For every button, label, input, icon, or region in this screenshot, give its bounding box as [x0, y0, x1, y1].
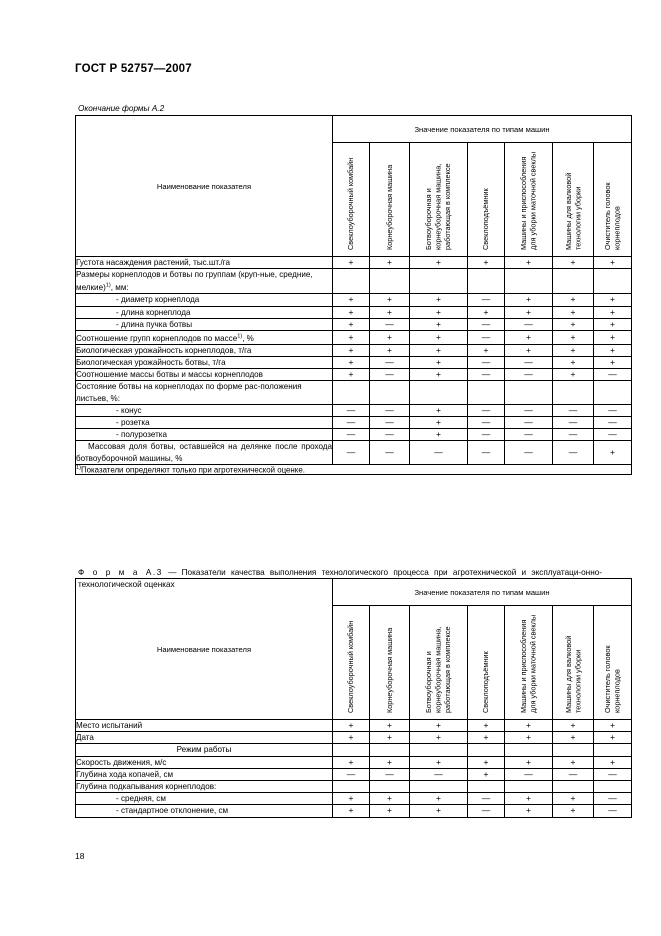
form-a2-caption: Окончание формы А.2: [78, 104, 165, 113]
cell-mark: +: [505, 330, 553, 344]
cell-mark: +: [370, 344, 410, 356]
cell-mark: [594, 381, 632, 404]
cell-mark: +: [505, 344, 553, 356]
cell-mark: [468, 781, 505, 793]
cell-mark: +: [410, 344, 468, 356]
cell-mark: —: [505, 441, 553, 464]
cell-mark: +: [468, 756, 505, 768]
cell-mark: +: [594, 330, 632, 344]
column-header-machine-a3-2-label: Корнеуборочная машина: [384, 627, 394, 713]
cell-mark: +: [370, 330, 410, 344]
table-row: [76, 781, 632, 793]
cell-mark: +: [505, 756, 553, 768]
cell-mark: —: [410, 768, 468, 780]
cell-mark: +: [468, 768, 505, 780]
table-row: [76, 381, 632, 404]
cell-mark: +: [333, 318, 370, 330]
cell-mark: +: [505, 257, 553, 269]
cell-mark: +: [410, 318, 468, 330]
cell-mark: —: [333, 404, 370, 416]
cell-mark: +: [333, 344, 370, 356]
cell-mark: +: [468, 720, 505, 732]
cell-mark: [468, 269, 505, 294]
cell-mark: +: [594, 756, 632, 768]
cell-mark: —: [468, 369, 505, 381]
column-header-machine-1: [333, 143, 370, 257]
cell-mark: [594, 744, 632, 756]
row-label: Биологическая урожайность корнеплодов, т/га: [76, 344, 333, 356]
row-label: Густота насаждения растений, тыс.шт./га: [76, 257, 333, 269]
cell-mark: —: [468, 357, 505, 369]
column-header-indicator-name-a3: Наименование показателя: [76, 579, 333, 720]
cell-mark: +: [370, 720, 410, 732]
cell-mark: +: [468, 732, 505, 744]
cell-mark: +: [553, 357, 594, 369]
table-row: [76, 306, 632, 318]
cell-mark: +: [410, 720, 468, 732]
cell-mark: —: [370, 369, 410, 381]
cell-mark: —: [370, 404, 410, 416]
table-row: [76, 318, 632, 330]
column-header-indicator-name: Наименование показателя: [76, 116, 333, 257]
cell-mark: +: [333, 306, 370, 318]
column-header-machine-6: [553, 143, 594, 257]
column-header-machine-7-label: Очиститель головок корнеплодов: [603, 182, 622, 250]
cell-mark: +: [333, 330, 370, 344]
column-header-machine-4: [468, 143, 505, 257]
cell-mark: [553, 744, 594, 756]
cell-mark: [505, 781, 553, 793]
cell-mark: [333, 744, 370, 756]
column-header-machine-a3-2: [370, 606, 410, 720]
cell-mark: +: [553, 318, 594, 330]
form-a3-body: [76, 720, 632, 818]
table-a3-header-row-1: [76, 579, 632, 606]
column-header-machine-5-label: Машины и приспособления для уборки маточной свеклы: [519, 151, 538, 250]
footnote-text: $^{1)}$Показатели определяют только при агротехнической оценке.: [76, 464, 632, 475]
cell-mark: +: [553, 306, 594, 318]
row-label: Соотношение групп корнеплодов по массе$^{1)}$, %: [76, 330, 333, 344]
cell-mark: —: [468, 417, 505, 429]
cell-mark: [370, 744, 410, 756]
row-label: - длина пучка ботвы: [76, 318, 333, 330]
cell-mark: —: [594, 369, 632, 381]
row-label: - конус: [76, 404, 333, 416]
cell-mark: +: [370, 793, 410, 805]
cell-mark: +: [410, 417, 468, 429]
cell-mark: —: [594, 417, 632, 429]
column-header-group-a3: Значение показателя по типам машин: [333, 579, 632, 606]
cell-mark: +: [594, 357, 632, 369]
table-row: [76, 330, 632, 344]
cell-mark: +: [333, 805, 370, 817]
row-label: - длина корнеплода: [76, 306, 333, 318]
row-label: - средняя, см: [76, 793, 333, 805]
cell-mark: +: [370, 294, 410, 306]
cell-mark: —: [333, 417, 370, 429]
table-row: [76, 429, 632, 441]
cell-mark: [553, 781, 594, 793]
cell-mark: +: [553, 720, 594, 732]
cell-mark: +: [370, 732, 410, 744]
cell-mark: +: [594, 441, 632, 464]
cell-mark: +: [594, 294, 632, 306]
column-header-machine-4-label: Свеклоподъёмник: [481, 188, 491, 250]
column-header-machine-1-label: Свеклоуборочный комбайн: [346, 157, 356, 250]
cell-mark: +: [553, 732, 594, 744]
row-label: Дата: [76, 732, 333, 744]
column-header-machine-a3-4-label: Свеклоподъёмник: [481, 651, 491, 713]
cell-mark: +: [505, 720, 553, 732]
row-label: Режим работы: [76, 744, 333, 756]
cell-mark: —: [553, 417, 594, 429]
table-row: [76, 805, 632, 817]
cell-mark: —: [553, 441, 594, 464]
row-label: Массовая доля ботвы, оставшейся на делянке после прохода ботвоуборочной машины, %: [76, 442, 332, 463]
cell-mark: +: [410, 429, 468, 441]
cell-mark: +: [553, 330, 594, 344]
cell-mark: —: [468, 793, 505, 805]
cell-mark: [410, 269, 468, 294]
cell-mark: +: [553, 257, 594, 269]
cell-mark: +: [594, 732, 632, 744]
cell-mark: +: [553, 756, 594, 768]
cell-mark: —: [505, 318, 553, 330]
page-number: 18: [75, 851, 85, 861]
cell-mark: +: [505, 805, 553, 817]
cell-mark: +: [410, 805, 468, 817]
column-header-machine-3: [410, 143, 468, 257]
cell-mark: [410, 781, 468, 793]
cell-mark: [553, 381, 594, 404]
cell-mark: —: [594, 793, 632, 805]
cell-mark: +: [553, 369, 594, 381]
cell-mark: +: [553, 294, 594, 306]
row-label: Соотношение массы ботвы и массы корнеплодов: [76, 369, 333, 381]
cell-mark: +: [370, 257, 410, 269]
cell-mark: —: [505, 429, 553, 441]
row-label: Глубина хода копачей, см: [76, 768, 333, 780]
cell-mark: [468, 381, 505, 404]
table-row: [76, 404, 632, 416]
column-header-machine-3-label: Ботвоуборочная и корнеуборочная машина, работающая в комплексе: [424, 163, 453, 250]
cell-mark: [410, 744, 468, 756]
cell-mark: +: [333, 257, 370, 269]
cell-mark: [594, 269, 632, 294]
form-a2-table: [75, 115, 632, 475]
cell-mark: +: [468, 344, 505, 356]
cell-mark: +: [553, 344, 594, 356]
row-label: Биологическая урожайность ботвы, т/га: [76, 357, 333, 369]
cell-mark: —: [468, 318, 505, 330]
cell-mark: —: [370, 318, 410, 330]
cell-mark: [370, 781, 410, 793]
table-row: [76, 720, 632, 732]
cell-mark: +: [333, 720, 370, 732]
row-label: Размеры корнеплодов и ботвы по группам (круп-ные, средние, мелкие)$^{1)}$, мм:: [76, 269, 333, 294]
cell-mark: —: [594, 404, 632, 416]
cell-mark: +: [594, 720, 632, 732]
table-row: [76, 357, 632, 369]
row-label: - диаметр корнеплода: [76, 294, 333, 306]
column-header-machine-5: [505, 143, 553, 257]
cell-mark: +: [370, 306, 410, 318]
cell-mark: [370, 269, 410, 294]
cell-mark: +: [410, 756, 468, 768]
table-row: [76, 294, 632, 306]
cell-mark: [594, 781, 632, 793]
cell-mark: [410, 381, 468, 404]
cell-mark: +: [333, 369, 370, 381]
table-row: [76, 441, 632, 464]
cell-mark: +: [410, 306, 468, 318]
table-row: [76, 257, 632, 269]
cell-mark: —: [553, 429, 594, 441]
cell-mark: +: [370, 756, 410, 768]
cell-mark: +: [594, 257, 632, 269]
cell-mark: +: [505, 793, 553, 805]
cell-mark: +: [468, 306, 505, 318]
table-row: [76, 417, 632, 429]
cell-mark: —: [370, 357, 410, 369]
cell-mark: —: [505, 369, 553, 381]
column-header-machine-a3-6: [553, 606, 594, 720]
row-label: - розетка: [76, 417, 333, 429]
row-label: Состояние ботвы на корнеплодах по форме рас-положения листьев, %:: [76, 381, 333, 404]
cell-mark: —: [370, 441, 410, 464]
cell-mark: —: [370, 768, 410, 780]
table-row: [76, 768, 632, 780]
cell-mark: —: [505, 357, 553, 369]
cell-mark: [370, 381, 410, 404]
column-header-machine-a3-4: [468, 606, 505, 720]
form-a3-title-rest: — Показатели качества выполнения технологического процесса при агротехнической и эксплуатаци-онно-технологической оценках: [78, 568, 603, 589]
cell-mark: [333, 381, 370, 404]
cell-mark: +: [594, 318, 632, 330]
cell-mark: —: [333, 429, 370, 441]
cell-mark: —: [333, 441, 370, 464]
cell-mark: [505, 381, 553, 404]
cell-mark: —: [594, 429, 632, 441]
cell-mark: +: [333, 793, 370, 805]
cell-mark: +: [410, 294, 468, 306]
column-header-machine-2-label: Корнеуборочная машина: [384, 164, 394, 250]
cell-mark: —: [468, 429, 505, 441]
cell-mark: —: [468, 404, 505, 416]
table-row: [76, 744, 632, 756]
cell-mark: —: [505, 768, 553, 780]
cell-mark: [333, 781, 370, 793]
cell-mark: [505, 269, 553, 294]
cell-mark: [333, 269, 370, 294]
cell-mark: —: [553, 768, 594, 780]
column-header-machine-a3-7-label: Очиститель головок корнеплодов: [603, 645, 622, 713]
footnote-row: [76, 464, 632, 475]
column-header-machine-7: [594, 143, 632, 257]
cell-mark: +: [410, 257, 468, 269]
table-row: [76, 756, 632, 768]
column-header-machine-2: [370, 143, 410, 257]
form-a3-title-prefix: Ф о р м а А.3: [78, 568, 163, 577]
cell-mark: +: [410, 369, 468, 381]
column-header-group: Значение показателя по типам машин: [333, 116, 632, 143]
column-header-machine-a3-7: [594, 606, 632, 720]
cell-mark: [553, 269, 594, 294]
form-a2-body: [76, 257, 632, 475]
cell-mark: —: [594, 805, 632, 817]
column-header-machine-a3-1: [333, 606, 370, 720]
standard-number-header: ГОСТ Р 52757—2007: [75, 63, 192, 75]
cell-mark: +: [553, 793, 594, 805]
table-row: [76, 793, 632, 805]
cell-mark: +: [333, 732, 370, 744]
column-header-machine-a3-6-label: Машины для валковой технологии уборки: [563, 635, 582, 713]
cell-mark: —: [505, 417, 553, 429]
cell-mark: +: [505, 294, 553, 306]
table-row: [76, 344, 632, 356]
cell-mark: +: [410, 404, 468, 416]
row-label: Место испытаний: [76, 720, 333, 732]
cell-mark: —: [553, 404, 594, 416]
column-header-machine-a3-5-label: Машины и приспособления для уборки маточной свеклы: [519, 614, 538, 713]
cell-mark: +: [468, 257, 505, 269]
cell-mark: +: [333, 294, 370, 306]
table-a2-header-row-1: [76, 116, 632, 143]
row-label: - полурозетка: [76, 429, 333, 441]
column-header-machine-a3-3-label: Ботвоуборочная и корнеуборочная машина, работающая в комплексе: [424, 626, 453, 713]
cell-mark: [468, 744, 505, 756]
cell-mark: —: [370, 417, 410, 429]
cell-mark: —: [468, 805, 505, 817]
cell-mark: —: [370, 429, 410, 441]
cell-mark: —: [333, 768, 370, 780]
cell-mark: +: [553, 805, 594, 817]
cell-mark: +: [505, 306, 553, 318]
cell-mark: +: [410, 357, 468, 369]
cell-mark: +: [410, 330, 468, 344]
cell-mark: +: [370, 805, 410, 817]
cell-mark: —: [468, 330, 505, 344]
cell-mark: +: [594, 344, 632, 356]
cell-mark: —: [505, 404, 553, 416]
table-row: [76, 732, 632, 744]
cell-mark: +: [333, 357, 370, 369]
column-header-machine-a3-5: [505, 606, 553, 720]
column-header-machine-a3-3: [410, 606, 468, 720]
table-row: [76, 369, 632, 381]
row-label: Глубина подкапывания корнеплодов:: [76, 781, 333, 793]
cell-mark: +: [505, 732, 553, 744]
cell-mark: —: [468, 441, 505, 464]
row-label: Скорость движения, м/с: [76, 756, 333, 768]
form-a3-table: [75, 578, 632, 818]
cell-mark: +: [594, 306, 632, 318]
cell-mark: +: [410, 732, 468, 744]
cell-mark: —: [468, 294, 505, 306]
column-header-machine-a3-1-label: Свеклоуборочный комбайн: [346, 620, 356, 713]
cell-mark: —: [410, 441, 468, 464]
cell-mark: +: [333, 756, 370, 768]
table-row: [76, 269, 632, 294]
cell-mark: [505, 744, 553, 756]
column-header-machine-6-label: Машины для валковой технологии уборки: [563, 172, 582, 250]
row-label: - стандартное отклонение, см: [76, 805, 333, 817]
cell-mark: —: [594, 768, 632, 780]
cell-mark: +: [410, 793, 468, 805]
